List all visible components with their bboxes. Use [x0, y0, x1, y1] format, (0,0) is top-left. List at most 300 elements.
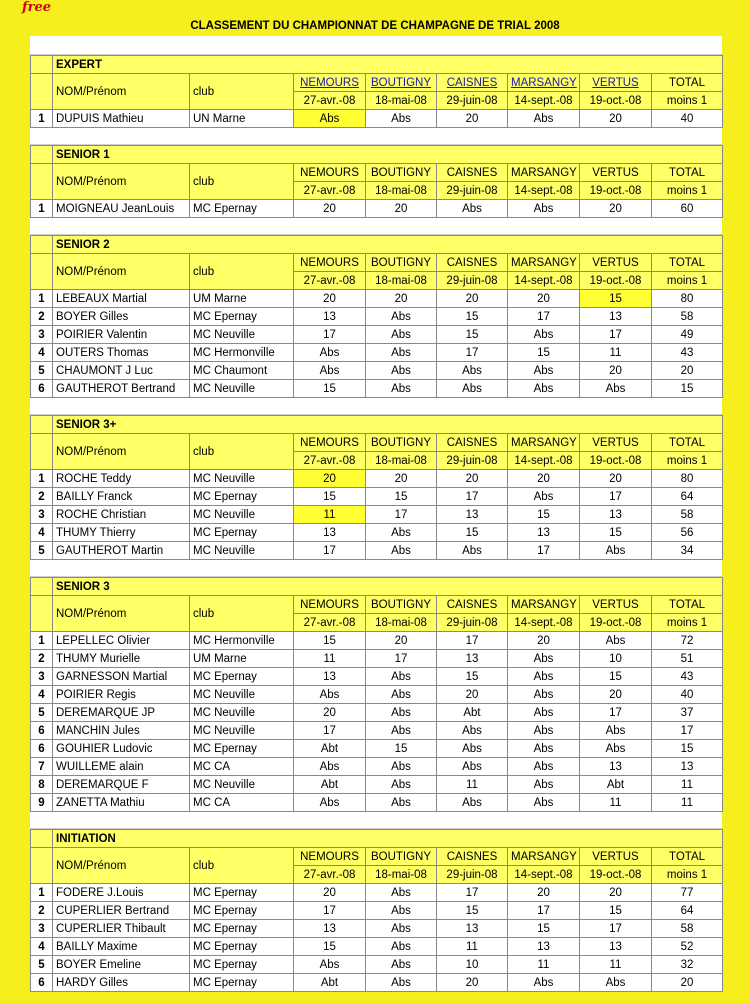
table-row	[31, 362, 723, 380]
score-cell: 20	[508, 290, 580, 308]
table-row	[31, 776, 723, 794]
score-cell: Abs	[437, 380, 508, 398]
header-blank	[31, 164, 53, 200]
rank-cell: 6	[31, 974, 53, 992]
total-cell: 64	[652, 488, 723, 506]
score-cell: Abs	[366, 542, 437, 560]
score-cell: Abs	[366, 362, 437, 380]
score-cell: 15	[294, 488, 366, 506]
event-date: 14-sept.-08	[508, 272, 580, 290]
score-cell: Abs	[366, 110, 437, 128]
total-cell: 34	[652, 542, 723, 560]
event-date: 18-mai-08	[366, 866, 437, 884]
total-cell: 20	[652, 974, 723, 992]
event-name[interactable]: BOUTIGNY	[370, 76, 432, 89]
table-row	[31, 794, 723, 812]
score-cell: 13	[294, 668, 366, 686]
column-header-total-sub: moins 1	[652, 92, 723, 110]
event-header	[580, 848, 652, 866]
total-cell: 43	[652, 344, 723, 362]
event-date: 29-juin-08	[437, 452, 508, 470]
score-cell: Abs	[580, 380, 652, 398]
club-cell: MC Hermonville	[190, 632, 294, 650]
club-cell: MC CA	[190, 794, 294, 812]
score-cell: 15	[508, 506, 580, 524]
score-cell: Abt	[437, 704, 508, 722]
event-header	[366, 848, 437, 866]
score-cell: Abs	[437, 758, 508, 776]
rank-cell: 4	[31, 524, 53, 542]
score-cell: 15	[437, 524, 508, 542]
column-header-total-sub: moins 1	[652, 452, 723, 470]
club-cell: UM Marne	[190, 650, 294, 668]
event-header	[437, 434, 508, 452]
event-name: NEMOURS	[300, 256, 359, 269]
total-cell: 80	[652, 470, 723, 488]
score-cell: 17	[366, 650, 437, 668]
event-header[interactable]	[366, 74, 437, 92]
score-cell: Abs	[508, 650, 580, 668]
event-date: 19-oct.-08	[580, 866, 652, 884]
table-row	[31, 758, 723, 776]
category-table	[30, 415, 723, 560]
total-cell: 37	[652, 704, 723, 722]
event-date: 14-sept.-08	[508, 866, 580, 884]
column-header-total-sub: moins 1	[652, 866, 723, 884]
event-date: 14-sept.-08	[508, 452, 580, 470]
table-row	[31, 938, 723, 956]
score-cell: Abs	[580, 974, 652, 992]
club-cell: MC Neuville	[190, 326, 294, 344]
column-header-total: TOTAL	[652, 164, 723, 182]
spacer-row	[30, 128, 722, 145]
score-cell: 17	[366, 506, 437, 524]
rider-name-cell: DEREMARQUE F	[53, 776, 190, 794]
spacer-row	[30, 560, 722, 577]
rank-cell: 1	[31, 632, 53, 650]
event-date: 19-oct.-08	[580, 182, 652, 200]
rank-cell: 2	[31, 650, 53, 668]
score-cell: Abs	[366, 308, 437, 326]
header-row	[31, 74, 723, 92]
rank-cell: 2	[31, 308, 53, 326]
score-cell: 17	[437, 884, 508, 902]
rank-cell: 6	[31, 722, 53, 740]
category-table	[30, 577, 723, 812]
event-header	[508, 848, 580, 866]
spacer-row	[30, 218, 722, 235]
score-cell: Abs	[580, 632, 652, 650]
score-cell: Abs	[366, 380, 437, 398]
rank-cell: 4	[31, 938, 53, 956]
event-name: CAISNES	[446, 598, 498, 611]
event-header	[437, 848, 508, 866]
rank-cell: 5	[31, 542, 53, 560]
event-name: VERTUS	[592, 436, 639, 449]
score-cell: 15	[294, 632, 366, 650]
rank-cell: 1	[31, 290, 53, 308]
table-row	[31, 110, 723, 128]
score-cell: 13	[437, 650, 508, 668]
table-row	[31, 524, 723, 542]
score-cell: 20	[580, 110, 652, 128]
score-cell: 11	[437, 938, 508, 956]
rider-name-cell: WUILLEME alain	[53, 758, 190, 776]
category-row	[31, 416, 723, 434]
page-title: CLASSEMENT DU CHAMPIONNAT DE CHAMPAGNE DE TRIAL 2008	[190, 20, 560, 32]
score-cell: 20	[366, 470, 437, 488]
score-cell: 13	[580, 758, 652, 776]
score-cell: 11	[580, 344, 652, 362]
event-name: NEMOURS	[300, 598, 359, 611]
score-cell: 20	[580, 200, 652, 218]
rider-name-cell: MANCHIN Jules	[53, 722, 190, 740]
event-header	[508, 596, 580, 614]
event-header	[508, 434, 580, 452]
category-title: INITIATION	[53, 830, 723, 848]
score-cell: 20	[366, 290, 437, 308]
event-date: 18-mai-08	[366, 182, 437, 200]
score-cell: 15	[366, 740, 437, 758]
score-cell: Abs	[366, 326, 437, 344]
event-date: 18-mai-08	[366, 452, 437, 470]
score-cell: Abs	[366, 704, 437, 722]
score-cell: Abs	[508, 668, 580, 686]
score-cell: 20	[366, 632, 437, 650]
total-cell: 58	[652, 506, 723, 524]
club-cell: MC Epernay	[190, 308, 294, 326]
event-date: 27-avr.-08	[294, 92, 366, 110]
score-cell: Abs	[294, 110, 366, 128]
rank-cell: 3	[31, 920, 53, 938]
event-header[interactable]	[437, 74, 508, 92]
rider-name-cell: ROCHE Christian	[53, 506, 190, 524]
column-header-name: NOM/Prénom	[53, 596, 190, 632]
table-row	[31, 650, 723, 668]
club-cell: MC Neuville	[190, 704, 294, 722]
rank-cell: 4	[31, 344, 53, 362]
table-row	[31, 632, 723, 650]
rider-name-cell: GARNESSON Martial	[53, 668, 190, 686]
total-cell: 13	[652, 758, 723, 776]
score-cell: 17	[294, 722, 366, 740]
event-name: BOUTIGNY	[370, 850, 432, 863]
score-cell: 10	[580, 650, 652, 668]
column-header-name: NOM/Prénom	[53, 848, 190, 884]
club-cell: MC Epernay	[190, 938, 294, 956]
rider-name-cell: ZANETTA Mathiu	[53, 794, 190, 812]
score-cell: 15	[437, 902, 508, 920]
score-cell: 20	[294, 470, 366, 488]
total-cell: 52	[652, 938, 723, 956]
table-row	[31, 290, 723, 308]
score-cell: 20	[437, 686, 508, 704]
rank-cell: 2	[31, 902, 53, 920]
score-cell: Abs	[294, 758, 366, 776]
score-cell: 13	[437, 920, 508, 938]
score-cell: 20	[294, 884, 366, 902]
table-row	[31, 668, 723, 686]
event-date: 18-mai-08	[366, 614, 437, 632]
score-cell: Abs	[366, 686, 437, 704]
column-header-name: NOM/Prénom	[53, 74, 190, 110]
score-cell: 15	[437, 326, 508, 344]
club-cell: MC CA	[190, 758, 294, 776]
column-header-total-sub: moins 1	[652, 614, 723, 632]
score-cell: Abs	[366, 758, 437, 776]
event-name: MARSANGY	[511, 598, 577, 611]
score-cell: Abs	[508, 722, 580, 740]
event-header	[580, 254, 652, 272]
total-cell: 72	[652, 632, 723, 650]
event-date: 19-oct.-08	[580, 92, 652, 110]
score-cell: Abs	[508, 488, 580, 506]
header-blank	[31, 434, 53, 470]
category-table	[30, 829, 723, 992]
table-row	[31, 506, 723, 524]
event-name: MARSANGY	[511, 256, 577, 269]
table-row	[31, 344, 723, 362]
rank-cell: 5	[31, 362, 53, 380]
score-cell: 11	[294, 506, 366, 524]
rider-name-cell: THUMY Murielle	[53, 650, 190, 668]
category-title: SENIOR 1	[53, 146, 723, 164]
event-header	[294, 434, 366, 452]
rank-cell: 1	[31, 884, 53, 902]
event-header[interactable]	[508, 74, 580, 92]
rider-name-cell: GAUTHEROT Martin	[53, 542, 190, 560]
event-date: 29-juin-08	[437, 614, 508, 632]
score-cell: 20	[437, 470, 508, 488]
rank-cell: 1	[31, 470, 53, 488]
score-cell: Abs	[366, 722, 437, 740]
header-row	[31, 596, 723, 614]
column-header-name: NOM/Prénom	[53, 254, 190, 290]
score-cell: Abs	[508, 740, 580, 758]
table-row	[31, 884, 723, 902]
club-cell: MC Neuville	[190, 470, 294, 488]
rider-name-cell: CUPERLIER Thibault	[53, 920, 190, 938]
header-row	[31, 164, 723, 182]
event-date: 29-juin-08	[437, 182, 508, 200]
club-cell: MC Epernay	[190, 902, 294, 920]
score-cell: Abs	[508, 380, 580, 398]
rider-name-cell: ROCHE Teddy	[53, 470, 190, 488]
header-row	[31, 434, 723, 452]
column-header-name: NOM/Prénom	[53, 164, 190, 200]
event-name: VERTUS	[592, 256, 639, 269]
score-cell: Abt	[294, 974, 366, 992]
score-cell: Abs	[366, 668, 437, 686]
score-cell: Abs	[508, 200, 580, 218]
event-date: 27-avr.-08	[294, 182, 366, 200]
event-name: NEMOURS	[300, 436, 359, 449]
total-cell: 15	[652, 380, 723, 398]
column-header-total: TOTAL	[652, 74, 723, 92]
total-cell: 64	[652, 902, 723, 920]
event-header	[508, 254, 580, 272]
event-name[interactable]: MARSANGY	[511, 76, 577, 89]
header-blank	[31, 848, 53, 884]
rider-name-cell: OUTERS Thomas	[53, 344, 190, 362]
event-name: NEMOURS	[300, 166, 359, 179]
column-header-club: club	[190, 596, 294, 632]
score-cell: Abs	[437, 740, 508, 758]
score-cell: 17	[508, 542, 580, 560]
score-cell: Abs	[366, 776, 437, 794]
event-name: VERTUS	[592, 850, 639, 863]
event-name: MARSANGY	[511, 850, 577, 863]
total-cell: 58	[652, 308, 723, 326]
score-cell: 17	[508, 902, 580, 920]
score-cell: Abs	[508, 362, 580, 380]
score-cell: 17	[580, 488, 652, 506]
event-header	[580, 164, 652, 182]
column-header-total: TOTAL	[652, 596, 723, 614]
score-cell: 17	[294, 902, 366, 920]
event-header	[580, 596, 652, 614]
score-cell: 11	[437, 776, 508, 794]
score-cell: Abt	[294, 776, 366, 794]
rider-name-cell: POIRIER Regis	[53, 686, 190, 704]
event-header	[366, 254, 437, 272]
score-cell: 13	[294, 308, 366, 326]
event-name: CAISNES	[446, 850, 498, 863]
score-cell: 20	[508, 632, 580, 650]
event-header[interactable]	[294, 74, 366, 92]
event-date: 18-mai-08	[366, 272, 437, 290]
event-header	[580, 434, 652, 452]
rider-name-cell: GAUTHEROT Bertrand	[53, 380, 190, 398]
event-name[interactable]: VERTUS	[592, 76, 639, 89]
score-cell: 20	[366, 200, 437, 218]
score-cell: 17	[294, 326, 366, 344]
total-cell: 11	[652, 794, 723, 812]
score-cell: 11	[580, 956, 652, 974]
score-cell: 13	[580, 938, 652, 956]
score-cell: Abs	[366, 794, 437, 812]
total-cell: 40	[652, 110, 723, 128]
event-date: 19-oct.-08	[580, 452, 652, 470]
rider-name-cell: LEPELLEC Olivier	[53, 632, 190, 650]
table-row	[31, 326, 723, 344]
total-cell: 17	[652, 722, 723, 740]
club-cell: MC Epernay	[190, 200, 294, 218]
score-cell: Abs	[294, 956, 366, 974]
event-date: 14-sept.-08	[508, 92, 580, 110]
spacer-row	[30, 812, 722, 829]
event-name[interactable]: CAISNES	[446, 76, 498, 89]
score-cell: 15	[508, 920, 580, 938]
rank-cell: 2	[31, 488, 53, 506]
event-date: 27-avr.-08	[294, 272, 366, 290]
event-name: CAISNES	[446, 166, 498, 179]
rider-name-cell: DEREMARQUE JP	[53, 704, 190, 722]
total-cell: 80	[652, 290, 723, 308]
table-row	[31, 470, 723, 488]
score-cell: 20	[437, 110, 508, 128]
total-cell: 56	[652, 524, 723, 542]
spacer-row	[30, 398, 722, 415]
event-date: 29-juin-08	[437, 866, 508, 884]
score-cell: 20	[580, 470, 652, 488]
total-cell: 11	[652, 776, 723, 794]
score-cell: Abs	[580, 722, 652, 740]
category-row	[31, 236, 723, 254]
club-cell: MC Epernay	[190, 524, 294, 542]
column-header-total: TOTAL	[652, 848, 723, 866]
rank-cell: 7	[31, 758, 53, 776]
column-header-club: club	[190, 164, 294, 200]
column-header-total-sub: moins 1	[652, 272, 723, 290]
category-row	[31, 830, 723, 848]
event-name: NEMOURS	[300, 850, 359, 863]
score-cell: 20	[508, 470, 580, 488]
score-cell: Abt	[294, 740, 366, 758]
event-header	[366, 596, 437, 614]
event-name: VERTUS	[592, 598, 639, 611]
event-header	[437, 254, 508, 272]
event-header[interactable]	[580, 74, 652, 92]
table-row	[31, 920, 723, 938]
score-cell: 17	[437, 488, 508, 506]
score-cell: 15	[437, 668, 508, 686]
event-name[interactable]: NEMOURS	[300, 76, 359, 89]
score-cell: 11	[508, 956, 580, 974]
score-cell: Abs	[366, 902, 437, 920]
table-row	[31, 200, 723, 218]
club-cell: MC Neuville	[190, 686, 294, 704]
club-cell: UN Marne	[190, 110, 294, 128]
score-cell: Abs	[508, 686, 580, 704]
event-header	[294, 164, 366, 182]
rider-name-cell: CUPERLIER Bertrand	[53, 902, 190, 920]
score-cell: 20	[437, 974, 508, 992]
club-cell: UM Marne	[190, 290, 294, 308]
category-table	[30, 55, 723, 128]
total-cell: 40	[652, 686, 723, 704]
category-title: SENIOR 3	[53, 578, 723, 596]
rank-cell: 3	[31, 506, 53, 524]
score-cell: 17	[508, 308, 580, 326]
spacer-row	[30, 36, 722, 55]
score-cell: Abs	[366, 344, 437, 362]
score-cell: Abs	[294, 344, 366, 362]
score-cell: 20	[294, 200, 366, 218]
rank-cell: 5	[31, 956, 53, 974]
free-logo: free	[22, 0, 51, 15]
header-row	[31, 254, 723, 272]
score-cell: 17	[437, 632, 508, 650]
table-row	[31, 686, 723, 704]
score-cell: 15	[580, 902, 652, 920]
event-name: BOUTIGNY	[370, 166, 432, 179]
column-header-total: TOTAL	[652, 434, 723, 452]
rider-name-cell: FODERE J.Louis	[53, 884, 190, 902]
club-cell: MC Hermonville	[190, 344, 294, 362]
score-cell: Abs	[366, 938, 437, 956]
club-cell: MC Neuville	[190, 776, 294, 794]
event-header	[294, 254, 366, 272]
results-sheet	[30, 36, 722, 992]
category-row	[31, 56, 723, 74]
rider-name-cell: BAILLY Maxime	[53, 938, 190, 956]
column-header-club: club	[190, 848, 294, 884]
score-cell: 20	[580, 884, 652, 902]
rider-name-cell: POIRIER Valentin	[53, 326, 190, 344]
club-cell: MC Neuville	[190, 380, 294, 398]
score-cell: 17	[294, 542, 366, 560]
